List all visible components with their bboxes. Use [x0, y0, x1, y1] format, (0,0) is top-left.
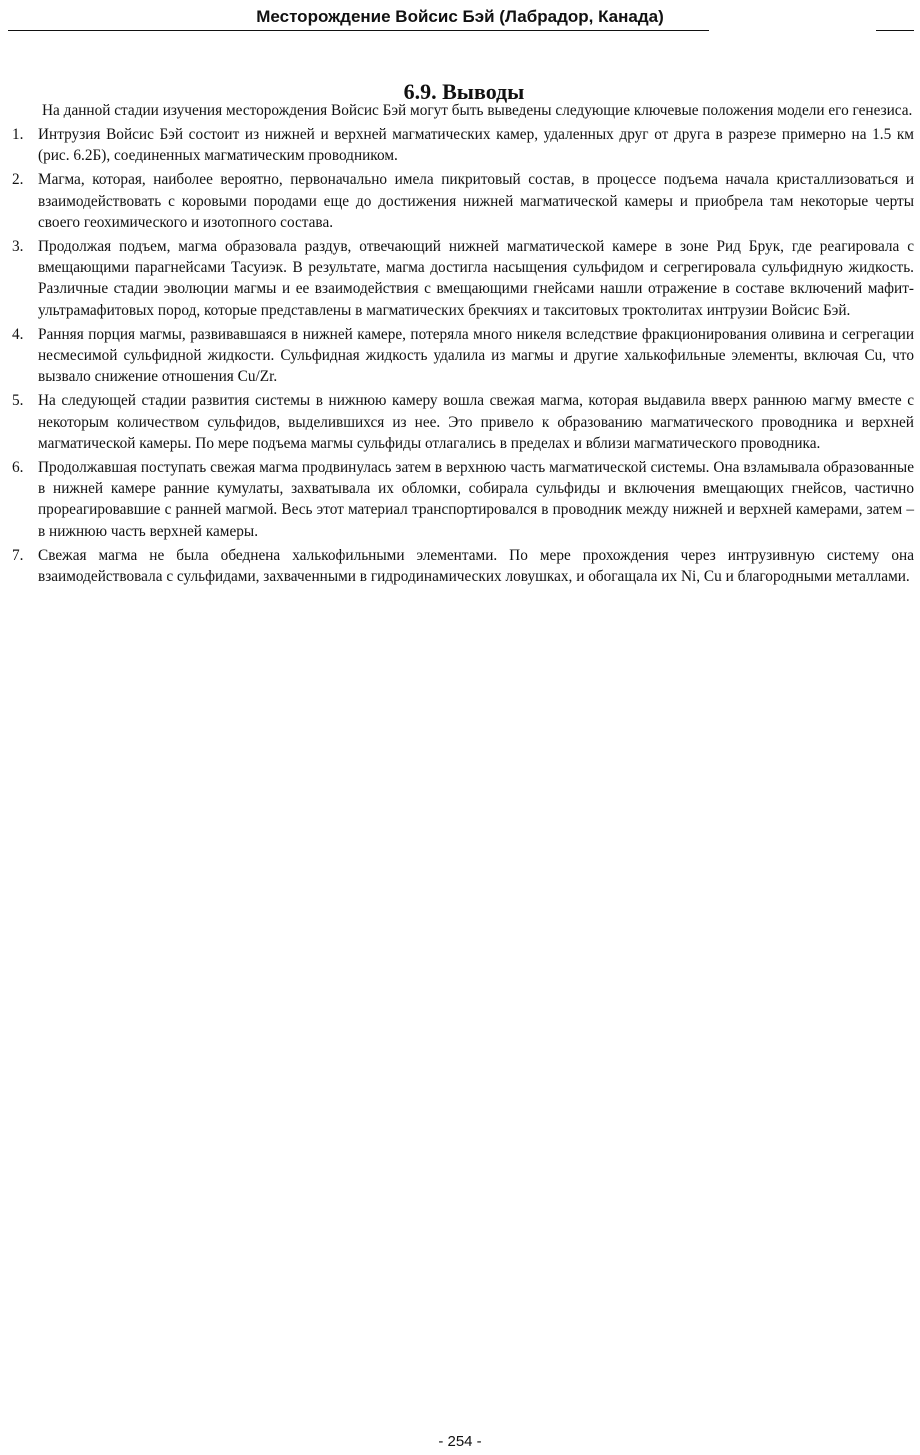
list-item [12, 236, 914, 321]
section-title: 6.9. Выводы [403, 78, 525, 104]
list-item-number: 5. [12, 392, 24, 410]
list-item [12, 169, 914, 233]
list-item-text: Продолжавшая поступать свежая магма продвинулась затем в верхнюю часть магматической системы. Она взламывала образованные в нижней камере ранние кумулаты, захватывала их обломки, собирала сульфиды и включения вмещающих гнейсов, частично прореагировавшие с ранней магмой. Весь этот материал транспортировался в проводник между нижней и верхней камерами, затем – в нижнюю часть верхней камеры. [38, 458, 914, 540]
list-item-text: Интрузия Войсис Бэй состоит из нижней и верхней магматических камер, удаленных друг от друга в разрезе примерно на 1.5 км (рис. 6.2Б), соединенных магматическим проводником. [38, 125, 914, 165]
list-item-text: Свежая магма не была обеднена халькофильными элементами. По мере прохождения через интрузивную систему она взаимодействовала с сульфидами, захваченными в гидродинамических ловушках, и обогащала их Ni, Cu и благородными металлами. [38, 546, 914, 586]
document-body [12, 100, 914, 590]
list-item-number: 3. [12, 237, 24, 255]
header-rule-left [8, 30, 201, 31]
list-item-number: 6. [12, 458, 24, 476]
running-header: Месторождение Войсис Бэй (Лабрадор, Канада) [256, 7, 664, 26]
list-item [12, 324, 914, 388]
header-rule-underline [201, 30, 709, 31]
list-item [12, 124, 914, 167]
page-number: - 254 - [438, 1433, 482, 1450]
header-rule-right [876, 30, 914, 31]
list-item-text: Магма, которая, наиболее вероятно, первоначально имела пикритовый состав, в процессе подъема начала кристаллизоваться и взаимодействовать с коровыми породами еще до достижения нижней магматической камеры и приобрела там некоторые черты своего геохимического и изотопного состава. [38, 171, 914, 231]
list-item-text: На следующей стадии развития системы в нижнюю камеру вошла свежая магма, которая выдавила вверх раннюю магму вместе с некоторым количеством сульфидов, выделившихся из нее. Это привело к образованию магматического проводника и верхней магматической камеры. По мере подъема магмы сульфиды отлагались в пределах и вблизи магматического проводника. [38, 392, 914, 452]
list-item-number: 7. [12, 546, 24, 564]
list-item-number: 2. [12, 171, 24, 189]
list-item [12, 457, 914, 542]
list-item-number: 4. [12, 325, 24, 343]
list-item-text: Продолжая подъем, магма образовала раздув, отвечающий нижней магматической камере в зоне Рид Брук, где реагировала с вмещающими парагнейсами Тасуиэк. В результате, магма достигла насыщения сульфидом и сегрегировала сульфидную жидкость. Различные стадии эволюции магмы и ее взаимодействия с вмещающими гнейсами нашли отражение в составе включений мафит-ультрамафитовых пород, которые представлены в магматических брекчиях и такситовых троктолитах интрузии Войсис Бэй. [38, 237, 914, 319]
list-item [12, 545, 914, 588]
list-item-number: 1. [12, 125, 24, 143]
conclusions-list [12, 124, 914, 587]
list-item [12, 390, 914, 454]
list-item-text: Ранняя порция магмы, развивавшаяся в нижней камере, потеряла много никеля вследствие фракционирования оливина и сегрегации несмесимой сульфидной жидкости. Сульфидная жидкость удалила из магмы и другие халькофильные элементы, включая Cu, что вызвало снижение отношения Cu/Zr. [38, 325, 914, 386]
intro-paragraph: На данной стадии изучения месторождения Войсис Бэй могут быть выведены следующие ключевые положения модели его генезиса. [42, 102, 913, 119]
